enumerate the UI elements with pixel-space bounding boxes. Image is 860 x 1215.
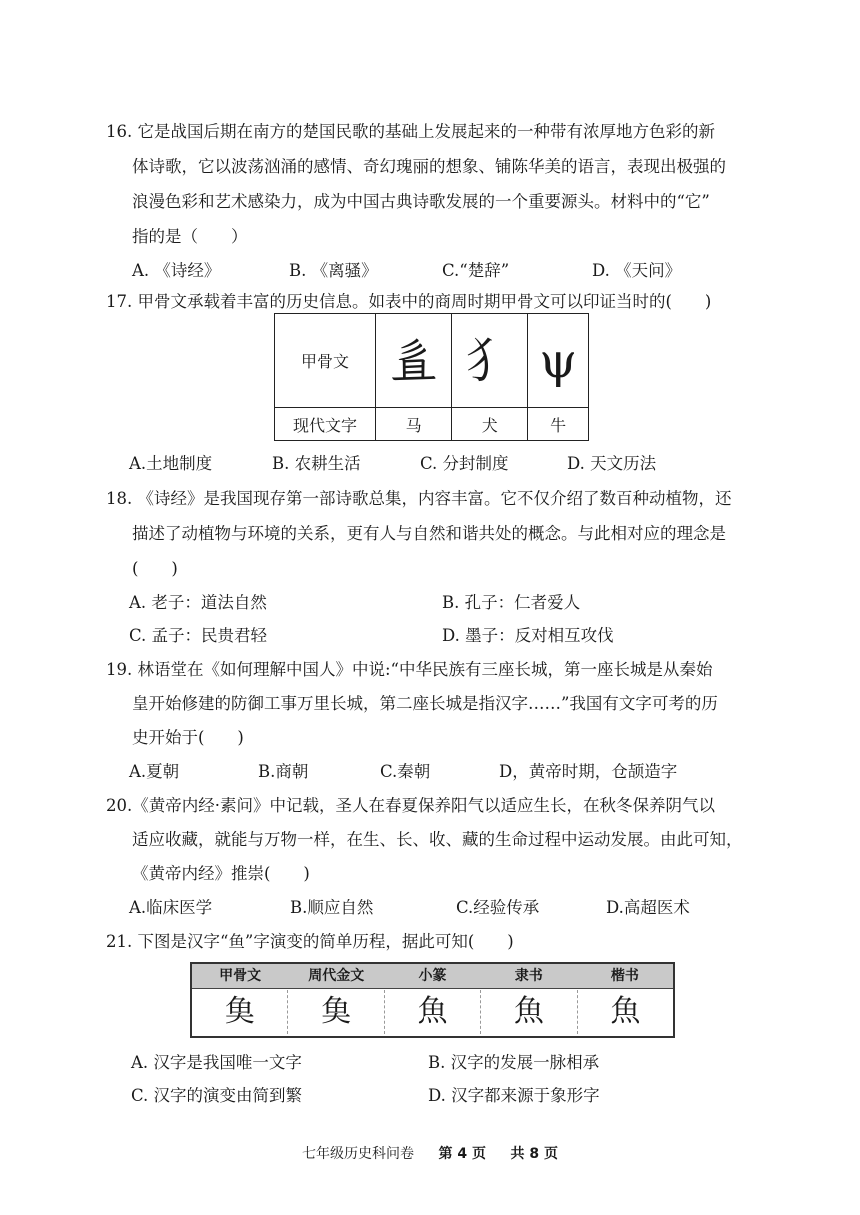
q21-option-d: D. 汉字都来源于象形字 bbox=[428, 1086, 600, 1105]
q20-line-1: 20.《黄帝内经·素问》中记载，圣人在春夏保养阳气以适应生长，在秋冬保养阴气以 bbox=[106, 796, 715, 815]
q20-option-c: C.经验传承 bbox=[456, 898, 540, 917]
footer-title: 七年级历史科问卷 bbox=[302, 1146, 415, 1162]
q17-oracle-table bbox=[274, 313, 589, 441]
q19-line-3: 史开始于( ) bbox=[132, 728, 244, 747]
q18-line-2: 描述了动植物与环境的关系，更有人与自然和谐共处的概念。与此相对应的理念是 bbox=[132, 524, 726, 543]
header-bronze: 周代金文 bbox=[308, 968, 365, 984]
q16-line-4: 指的是（ ） bbox=[132, 227, 248, 246]
q17-glyph-ox bbox=[528, 314, 589, 408]
q21-option-c: C. 汉字的演变由简到繁 bbox=[131, 1086, 303, 1105]
q21-figure-glyphs bbox=[192, 990, 673, 1034]
q17-row2-label: 现代文字 bbox=[275, 408, 376, 441]
footer-page-number: 第 4 页 bbox=[438, 1146, 486, 1162]
q18-option-a: A. 老子：道法自然 bbox=[129, 593, 267, 612]
q17-option-a: A.土地制度 bbox=[129, 454, 213, 473]
q17-glyph-dog bbox=[452, 314, 528, 408]
q18-option-b: B. 孔子：仁者爱人 bbox=[442, 593, 581, 612]
q19-line-2: 皇开始修建的防御工事万里长城，第二座长城是指汉字……”我国有文字可考的历 bbox=[132, 694, 718, 713]
q20-line-3: 《黄帝内经》推崇( ) bbox=[132, 864, 310, 883]
q21-fish-evolution-figure bbox=[190, 962, 675, 1038]
header-regular: 楷书 bbox=[610, 968, 639, 984]
q17-option-c: C. 分封制度 bbox=[420, 454, 509, 473]
q19-option-a: A.夏朝 bbox=[129, 762, 180, 781]
q20-option-a: A.临床医学 bbox=[129, 898, 213, 917]
fish-seal-glyph: 魚 bbox=[385, 990, 481, 1034]
q19-line-1: 19. 林语堂在《如何理解中国人》中说:“中华民族有三座长城，第一座长城是从秦始 bbox=[106, 660, 713, 679]
q20-option-d: D.高超医术 bbox=[606, 898, 690, 917]
q20-option-b: B.顺应自然 bbox=[290, 898, 374, 917]
header-oracle: 甲骨文 bbox=[219, 968, 262, 984]
q21-stem: 21. 下图是汉字“鱼”字演变的简单历程，据此可知( ) bbox=[106, 932, 514, 951]
fish-clerical-glyph: 魚 bbox=[481, 990, 577, 1034]
footer-total-pages: 共 8 页 bbox=[510, 1146, 558, 1162]
q21-option-b: B. 汉字的发展一脉相承 bbox=[428, 1053, 600, 1072]
q17-char-dog: 犬 bbox=[452, 408, 528, 441]
oracle-dog-glyph: 犭 bbox=[465, 332, 514, 389]
q17-char-ox: 牛 bbox=[528, 408, 589, 441]
q21-option-a: A. 汉字是我国唯一文字 bbox=[131, 1053, 302, 1072]
header-small-seal: 小篆 bbox=[418, 968, 447, 984]
q16-option-b: B. 《离骚》 bbox=[289, 261, 378, 280]
q18-line-1: 18. 《诗经》是我国现存第一部诗歌总集，内容丰富。它不仅介绍了数百种动植物，还 bbox=[106, 489, 732, 508]
q17-glyph-horse bbox=[376, 314, 452, 408]
q16-line-2: 体诗歌，它以波荡汹涌的感情、奇幻瑰丽的想象、铺陈华美的语言，表现出极强的 bbox=[132, 157, 726, 176]
q16-option-a: A. 《诗经》 bbox=[132, 261, 221, 280]
page-footer bbox=[0, 1143, 860, 1163]
oracle-horse-glyph: 𢒉 bbox=[389, 332, 438, 389]
q21-figure-header bbox=[192, 964, 673, 989]
q16-line-1: 16. 它是战国后期在南方的楚国民歌的基础上发展起来的一种带有浓厚地方色彩的新 bbox=[106, 122, 715, 141]
q17-stem: 17. 甲骨文承载着丰富的历史信息。如表中的商周时期甲骨文可以印证当时的( ) bbox=[106, 292, 712, 311]
fish-bronze-glyph: 𩵋 bbox=[288, 990, 384, 1034]
q17-row1-label: 甲骨文 bbox=[275, 314, 376, 408]
q19-option-c: C.秦朝 bbox=[380, 762, 431, 781]
q16-line-3: 浪漫色彩和艺术感染力，成为中国古典诗歌发展的一个重要源头。材料中的“它” bbox=[132, 192, 710, 211]
q18-option-d: D. 墨子：反对相互攻伐 bbox=[442, 626, 614, 645]
oracle-ox-glyph: ψ bbox=[539, 332, 577, 389]
q16-option-d: D. 《天问》 bbox=[592, 261, 682, 280]
header-clerical: 隶书 bbox=[514, 968, 543, 984]
fish-oracle-glyph: 𩵋 bbox=[192, 990, 288, 1034]
q17-char-horse: 马 bbox=[376, 408, 452, 441]
q16-option-c: C.“楚辞” bbox=[442, 261, 510, 280]
q19-option-b: B.商朝 bbox=[258, 762, 309, 781]
q20-line-2: 适应收藏，就能与万物一样，在生、长、收、藏的生命过程中运动发展。由此可知， bbox=[132, 830, 743, 849]
fish-regular-glyph: 魚 bbox=[610, 994, 641, 1029]
q19-option-d: D，黄帝时期，仓颉造字 bbox=[499, 762, 678, 781]
q18-option-c: C. 孟子：民贵君轻 bbox=[129, 626, 268, 645]
q17-option-b: B. 农耕生活 bbox=[272, 454, 361, 473]
q18-line-3: ( ) bbox=[132, 559, 178, 578]
q17-option-d: D. 天文历法 bbox=[567, 454, 657, 473]
